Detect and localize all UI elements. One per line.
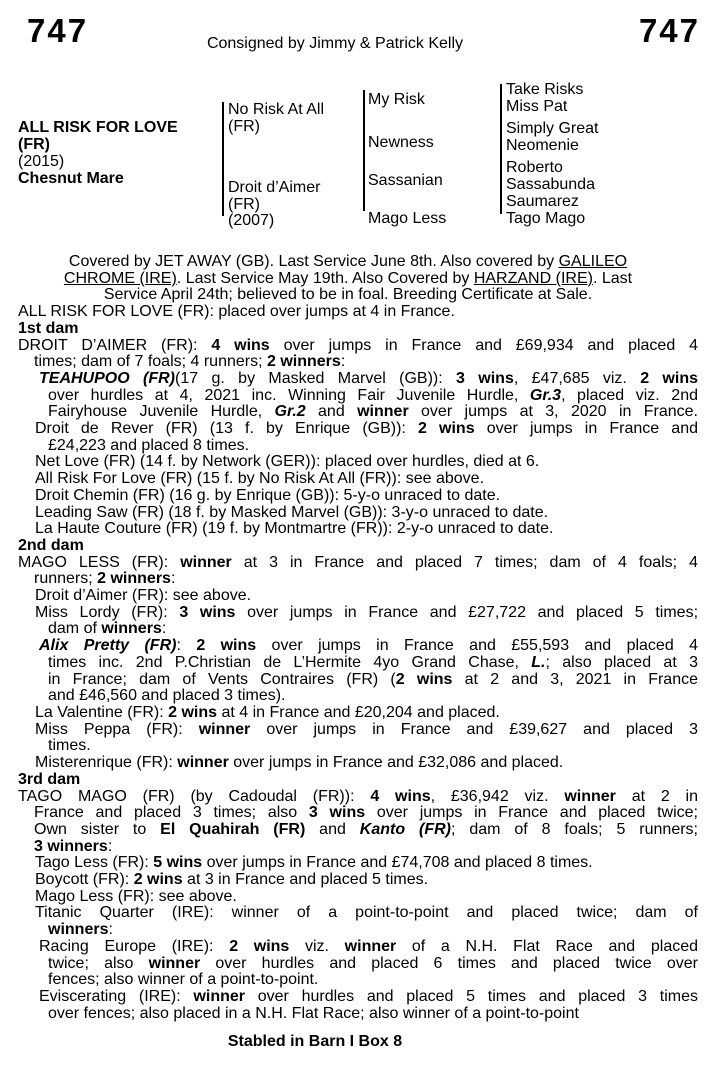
text-segment: 5 wins [153,854,203,872]
pedigree-gen4-item: Neomenie [506,137,579,154]
body-line [0,304,716,321]
text-segment: Gr.2 [274,403,306,421]
body-line [0,772,716,789]
text-segment: over jumps in France and placed twice; [365,804,698,822]
lot-number-right: 747 [638,12,700,49]
text-segment: (17 g. by Masked Marvel (GB)): [175,369,457,387]
lot-number-left: 747 [27,12,89,49]
pedigree-gen4-item: Simply Great [506,120,599,137]
body-line [0,388,716,405]
horse-name: ALL RISK FOR LOVE [18,119,178,136]
pedigree-gen4-item: Take Risks [506,81,584,98]
text-segment: 2 wins [229,937,290,955]
text-segment: at 2 and 3, 2021 in France [452,670,699,688]
pedigree-table [0,0,716,245]
text-segment: , £47,685 viz. [513,369,641,387]
text-segment: at 3 in France and placed 7 times; dam of 4 foals; 4 [231,553,699,571]
text-segment: viz. [289,937,345,955]
horse-year: (2015) [18,152,65,170]
text-segment: winners [48,921,109,939]
text-segment: at 3 in France and placed 5 times. [182,871,429,889]
text-segment: . Last [592,269,633,287]
body-line [0,571,716,588]
text-segment: Kanto (FR) [359,820,451,838]
text-segment: and [305,820,360,838]
text-segment: times; dam of 7 foals; 4 runners; [34,353,267,371]
text-segment: dam of [48,620,102,638]
text-segment: and £46,560 and placed 3 times). [48,687,286,705]
text-segment: TAGO MAGO (FR) (by Cadoudal (FR)): [18,787,371,805]
body-line [0,789,716,806]
body-line [0,722,716,739]
text-segment: Titanic Quarter (IRE): winner of a point-to-point and placed twice; dam of [35,904,698,922]
text-segment: : [108,921,113,939]
text-segment: La Valentine (FR): [35,703,169,721]
body-line [0,805,716,822]
pedigree-gen4-item: Tago Mago [506,210,586,227]
body-line [0,421,716,438]
covering-line [0,271,696,288]
body-line [0,555,716,572]
body-line [0,655,716,672]
text-segment: at 4 in France and £20,204 and placed. [217,703,500,721]
text-segment: over hurdles at 4, 2021 inc. Winning Fair Juvenile Hurdle, [48,386,530,404]
text-segment: , placed viz. 2nd [561,386,699,404]
text-segment: : [161,620,167,638]
text-segment: over fences; also placed in a N.H. Flat Race; also winner of a point-to-point [48,1004,579,1022]
body-text [0,304,716,1022]
text-segment: GALILEO [558,253,628,270]
pedigree-divider-bar [363,90,365,211]
text-segment: : [170,570,176,588]
pedigree-dam-line: (2007) [228,212,275,229]
text-segment: winner [357,403,409,421]
pedigree-gen4-item: Saumarez [506,193,579,210]
pedigree-gen4-item: Roberto [506,159,563,176]
text-segment: L. [531,653,546,671]
text-segment: ; dam of 8 foals; 5 runners; [450,820,698,838]
text-segment: twice; also [48,954,149,972]
text-segment: Misterenrique (FR): [35,754,178,772]
text-segment: at 2 in [615,787,699,805]
text-segment: over jumps in France and £74,708 and placed 8 times. [202,854,593,872]
text-segment: Mago Less (FR): see above. [35,887,237,905]
text-segment: of a N.H. Flat Race and placed [396,937,699,955]
text-segment: times inc. 2nd P.Christian de L’Hermite 4yo Grand Chase, [48,653,532,671]
text-segment: 1st dam [18,319,79,337]
text-segment: over hurdles and placed 6 times and placed twice over [200,954,699,972]
text-segment: : [176,637,197,655]
text-segment: Leading Saw (FR) (18 f. by Masked Marvel (GB)): 3-y-o unraced to date. [35,503,549,521]
pedigree-gen4-item: Sassabunda [506,176,595,193]
text-segment: Net Love (FR) (14 f. by Network (GER)): placed over hurdles, died at 6. [35,453,540,471]
text-segment: 2 wins [395,670,453,688]
horse-description: Chesnut Mare [18,169,124,187]
text-segment: HARZAND (IRE) [473,269,593,287]
text-segment: CHROME (IRE) [63,269,177,287]
pedigree-gen4-item: Miss Pat [506,98,568,115]
horse-name-block [18,120,178,188]
body-line [0,738,716,755]
text-segment: times. [48,737,91,755]
body-line [0,638,716,655]
body-line [0,471,716,488]
text-segment: fences; also winner of a point-to-point. [48,971,319,989]
body-line [0,855,716,872]
text-segment: 2 wins [418,420,475,438]
text-segment: MAGO LESS (FR): [18,553,181,571]
stabled-line: Stabled in Barn I Box 8 [227,1033,403,1051]
body-line [0,922,716,939]
text-segment: Own sister to [34,820,161,838]
body-line [0,822,716,839]
text-segment: El Quahirah (FR) [160,820,306,838]
pedigree-dam-line: (FR) [228,195,260,213]
text-segment: £24,223 and placed 8 times. [48,436,250,454]
text-segment: 2 winners [97,570,171,588]
pedigree-sire-line: No Risk At All [228,101,325,118]
text-segment: winner [344,937,397,955]
text-segment: Covered by JET AWAY (GB). Last Service June 8th. Also covered by [68,253,559,270]
text-segment: and [305,403,358,421]
text-segment: over hurdles and placed 5 times and placed 3 times [244,987,698,1005]
text-segment: : [340,353,346,371]
covering-line [0,287,696,304]
horse-suffix: (FR) [18,135,50,153]
text-segment: in France; dam of Vents Contraires (FR) ( [48,670,396,688]
body-line [0,605,716,622]
pedigree-divider-bar [222,102,224,216]
text-segment: , £36,942 viz. [430,787,565,805]
body-line [0,404,716,421]
text-segment: winner [180,553,232,571]
text-segment: Gr.3 [529,386,562,404]
body-line [0,354,716,371]
covering-paragraph [0,254,716,304]
text-segment: ; also placed at 3 [545,653,698,671]
body-line [0,488,716,505]
body-line [0,972,716,989]
text-segment: 3rd dam [18,770,81,788]
body-line [0,688,716,705]
pedigree-dam-line: Droit d’Aimer [228,179,321,196]
text-segment: All Risk For Love (FR) (15 f. by No Risk At All (FR)): see above. [35,470,485,488]
pedigree-gen3-item: Sassanian [368,172,443,189]
text-segment: Droit Chemin (FR) (16 g. by Enrique (GB)): 5-y-o unraced to date. [35,486,501,504]
text-segment: Boycott (FR): [35,871,134,889]
text-segment: DROIT D’AIMER (FR): [18,336,212,354]
text-segment: 3 wins [308,804,366,822]
text-segment: Alix Pretty (FR) [39,637,177,655]
text-segment: over jumps in France and £69,934 and placed 4 [269,336,699,354]
text-segment: winner [198,720,251,738]
text-segment: 2nd dam [18,536,84,554]
body-line [0,939,716,956]
body-line [0,321,716,338]
text-segment: winner [564,787,616,805]
text-segment: over jumps in France and £55,593 and placed 4 [256,637,699,655]
text-segment: 3 wins [179,603,236,621]
body-line [0,705,716,722]
text-segment: Fairyhouse Juvenile Hurdle, [48,403,275,421]
body-line [0,755,716,772]
produce-record [0,254,716,1051]
body-line [0,956,716,973]
text-segment: 4 wins [370,787,431,805]
body-line [0,454,716,471]
body-line [0,538,716,555]
text-segment: winner [193,987,245,1005]
text-segment: 3 wins [456,369,514,387]
text-segment: winner [177,754,229,772]
body-line [0,989,716,1006]
text-segment: over jumps in France and £27,722 and placed 5 times; [235,603,699,621]
text-segment: ALL RISK FOR LOVE (FR): placed over jumps at 4 in France. [18,303,455,321]
body-line [0,521,716,538]
text-segment: over jumps in France and [474,420,699,438]
pedigree-gen3-item: Newness [368,134,434,151]
body-line [0,872,716,889]
text-segment: 4 wins [211,336,270,354]
text-segment: TEAHUPOO (FR) [39,369,176,387]
consignor-line: Consigned by Jimmy & Patrick Kelly [206,35,464,52]
body-line [0,505,716,522]
pedigree-sire-line: (FR) [228,117,260,135]
text-segment: runners; [34,570,98,588]
text-segment: winners [101,620,162,638]
covering-line [0,254,696,271]
text-segment: La Haute Couture (FR) (19 f. by Montmartre (FR)): 2-y-o unraced to date. [35,520,554,538]
text-segment: winner [148,954,201,972]
text-segment: 2 wins [640,369,698,387]
text-segment: : [107,837,113,855]
text-segment: over jumps in France and £32,086 and placed. [228,754,564,772]
text-segment: Service April 24th; believed to be in foal. Breeding Certificate at Sale. [103,286,593,304]
pedigree-divider-bar [500,84,502,214]
text-segment: France and placed 3 times; also [34,804,309,822]
body-line [0,1006,716,1023]
text-segment: 3 winners [34,837,108,855]
text-segment: 2 wins [196,637,257,655]
text-segment: Eviscerating (IRE): [39,987,194,1005]
text-segment: 2 wins [133,871,183,889]
text-segment: Droit de Rever (FR) (13 f. by Enrique (GB)): [35,420,419,438]
body-line [0,588,716,605]
text-segment: over jumps in France and £39,627 and placed 3 [250,720,698,738]
text-segment: Droit d’Aimer (FR): see above. [35,587,252,605]
body-line [0,672,716,689]
body-line [0,438,716,455]
text-segment: 2 wins [168,703,217,721]
text-segment: Miss Lordy (FR): [35,603,180,621]
text-segment: over jumps at 3, 2020 in France. [408,403,699,421]
pedigree-gen3-item: Mago Less [368,210,447,227]
body-line [0,371,716,388]
text-segment: Miss Peppa (FR): [35,720,199,738]
body-line [0,889,716,906]
body-line [0,621,716,638]
body-line [0,839,716,856]
text-segment: Tago Less (FR): [35,854,154,872]
text-segment: . Last Service May 19th. Also Covered by [176,269,474,287]
pedigree-gen3-item: My Risk [368,91,425,108]
body-line [0,338,716,355]
text-segment: Racing Europe (IRE): [39,937,230,955]
body-line [0,905,716,922]
text-segment: 2 winners [267,353,341,371]
